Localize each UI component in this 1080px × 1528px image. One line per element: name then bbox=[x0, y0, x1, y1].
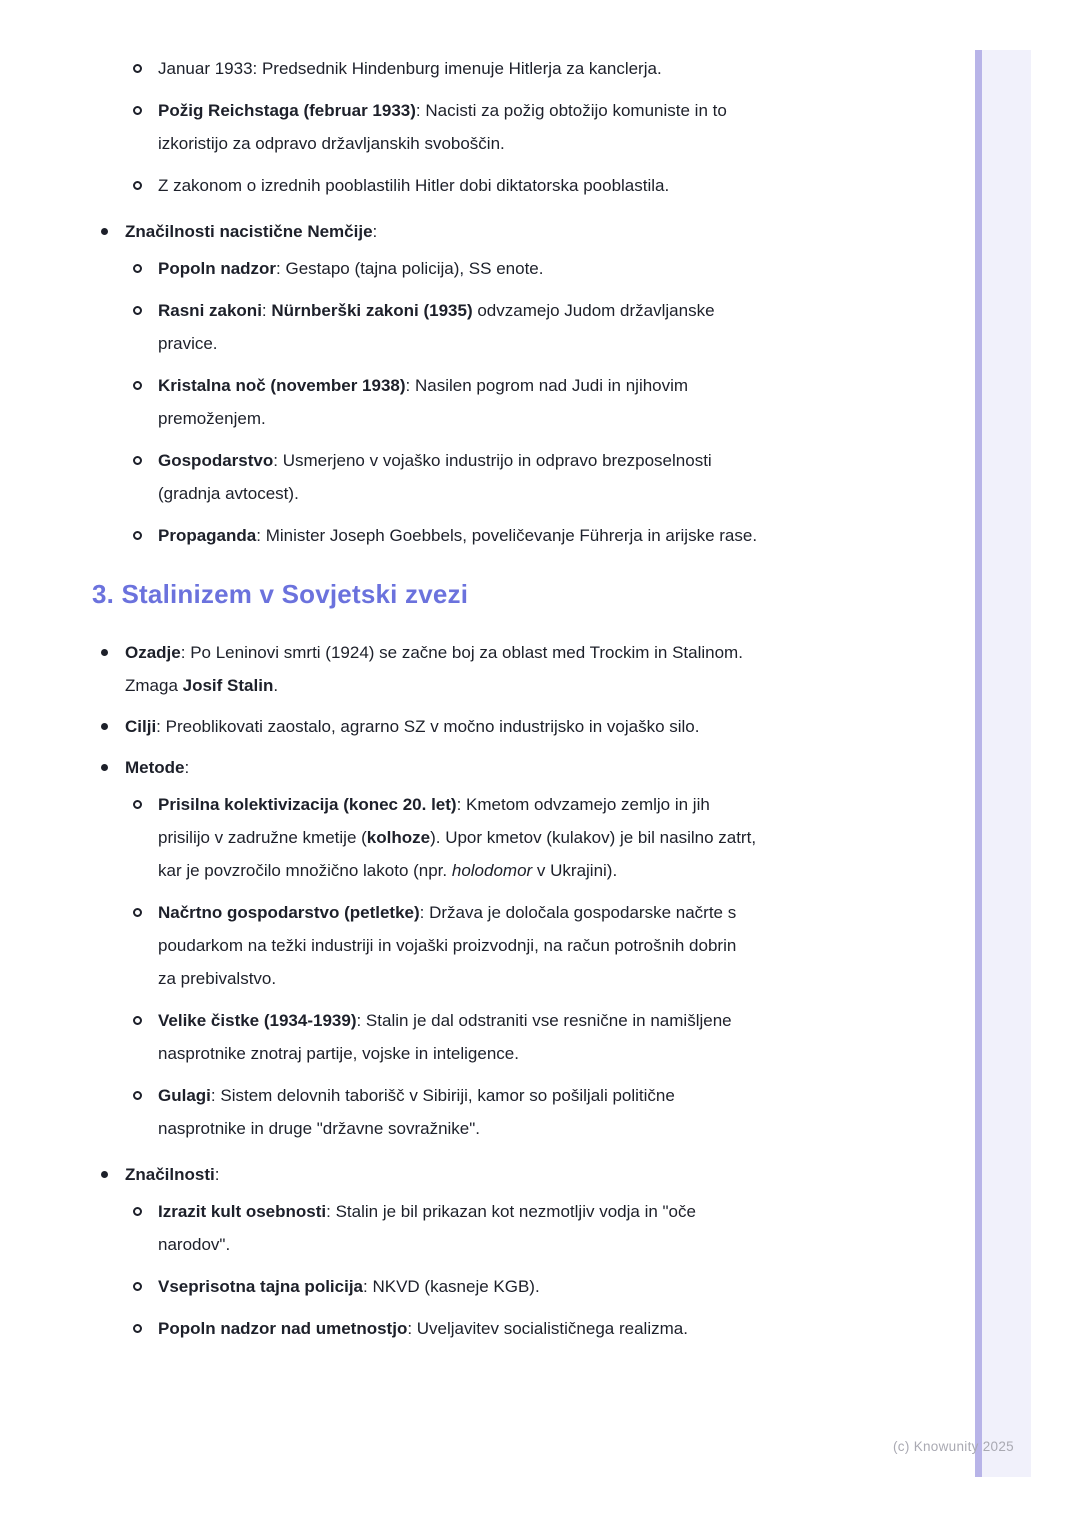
list-item bbox=[0, 94, 758, 160]
list-item-text: Značilnosti: bbox=[125, 1165, 220, 1184]
list-item-text: Metode: bbox=[125, 758, 190, 777]
list-item-text: Vseprisotna tajna policija: NKVD (kasneje KGB). bbox=[158, 1277, 540, 1296]
bullet-circle-icon bbox=[131, 519, 158, 552]
list-item bbox=[0, 52, 662, 85]
list-item-text: Gulagi: Sistem delovnih taborišč v Sibiriji, kamor so pošiljali politične nasprotnike in druge "državne sovražnike". bbox=[158, 1086, 675, 1138]
copyright-watermark: (c) Knowunity 2025 bbox=[893, 1439, 1014, 1454]
list-item bbox=[0, 896, 758, 995]
notes-content bbox=[0, 52, 980, 1354]
list-item-text: Rasni zakoni: Nürnberški zakoni (1935) odvzamejo Judom državljanske pravice. bbox=[158, 301, 715, 353]
list-item-text: Kristalna noč (november 1938): Nasilen pogrom nad Judi in njihovim premoženjem. bbox=[158, 376, 689, 428]
list-item bbox=[0, 710, 699, 743]
list-item-text: Gospodarstvo: Usmerjeno v vojaško industrijo in odpravo brezposelnosti (gradnja avtocest). bbox=[158, 451, 712, 503]
next-page-edge bbox=[982, 50, 1031, 1477]
list-item-text: Značilnosti nacistične Nemčije: bbox=[125, 222, 378, 241]
bullet-disc-icon bbox=[98, 636, 125, 702]
list-item bbox=[0, 369, 758, 435]
section-heading: 3. Stalinizem v Sovjetski zvezi bbox=[92, 579, 469, 609]
list-item bbox=[0, 169, 669, 202]
list-item bbox=[0, 1158, 219, 1191]
list-item bbox=[0, 215, 377, 248]
bullet-circle-icon bbox=[131, 1079, 158, 1145]
bullet-circle-icon bbox=[131, 444, 158, 510]
list-item-text: Izrazit kult osebnosti: Stalin je bil prikazan kot nezmotljiv vodja in "oče narodov". bbox=[158, 1202, 696, 1254]
list-item bbox=[0, 294, 758, 360]
bullet-circle-icon bbox=[131, 252, 158, 285]
bullet-disc-icon bbox=[98, 751, 125, 784]
bullet-circle-icon bbox=[131, 1312, 158, 1345]
list-item bbox=[0, 1195, 758, 1261]
list-item-text: Popoln nadzor nad umetnostjo: Uveljavitev socialističnega realizma. bbox=[158, 1319, 688, 1338]
list-item-text: Januar 1933: Predsednik Hindenburg imenuje Hitlerja za kanclerja. bbox=[158, 59, 662, 78]
list-item bbox=[0, 1004, 758, 1070]
list-item bbox=[0, 1312, 688, 1345]
bullet-circle-icon bbox=[131, 1004, 158, 1070]
list-item-text: Požig Reichstaga (februar 1933): Nacisti za požig obtožijo komuniste in to izkoristijo za odpravo državljanskih svoboščin. bbox=[158, 101, 727, 153]
list-item-text: Prisilna kolektivizacija (konec 20. let): Kmetom odvzamejo zemljo in jih prisilijo v zadružne kmetije (kolhoze). Upor kmetov (kulakov) je bil nasilno zatrt, kar je povzročilo množično lakoto (npr. holodomor v Ukrajini). bbox=[158, 795, 757, 880]
list-item-text: Načrtno gospodarstvo (petletke): Država je določala gospodarske načrte s poudarkom na težki industriji in vojaški proizvodnji, na račun potrošnih dobrin za prebivalstvo. bbox=[158, 903, 737, 988]
list-item-text: Velike čistke (1934-1939): Stalin je dal odstraniti vse resnične in namišljene nasprotnike znotraj partije, vojske in inteligence. bbox=[158, 1011, 732, 1063]
list-item-text: Cilji: Preoblikovati zaostalo, agrarno SZ v močno industrijsko in vojaško silo. bbox=[125, 717, 700, 736]
list-item bbox=[0, 1079, 758, 1145]
bullet-circle-icon bbox=[131, 294, 158, 360]
list-item-text: Popoln nadzor: Gestapo (tajna policija), SS enote. bbox=[158, 259, 544, 278]
list-item bbox=[0, 751, 189, 784]
list-item bbox=[0, 519, 757, 552]
bullet-disc-icon bbox=[98, 1158, 125, 1191]
bullet-circle-icon bbox=[131, 369, 158, 435]
bullet-circle-icon bbox=[131, 1270, 158, 1303]
bullet-disc-icon bbox=[98, 710, 125, 743]
list-item bbox=[0, 788, 758, 887]
bullet-disc-icon bbox=[98, 215, 125, 248]
bullet-circle-icon bbox=[131, 169, 158, 202]
list-item bbox=[0, 636, 765, 702]
list-item bbox=[0, 444, 758, 510]
list-item bbox=[0, 1270, 540, 1303]
bullet-circle-icon bbox=[131, 52, 158, 85]
bullet-circle-icon bbox=[131, 1195, 158, 1261]
list-item-text: Propaganda: Minister Joseph Goebbels, poveličevanje Führerja in arijske rase. bbox=[158, 526, 758, 545]
list-item-text: Z zakonom o izrednih pooblastilih Hitler dobi diktatorska pooblastila. bbox=[158, 176, 670, 195]
bullet-circle-icon bbox=[131, 94, 158, 160]
list-item-text: Ozadje: Po Leninovi smrti (1924) se začne boj za oblast med Trockim in Stalinom. Zmaga Josif Stalin. bbox=[125, 643, 743, 695]
list-item bbox=[0, 252, 543, 285]
bullet-circle-icon bbox=[131, 788, 158, 887]
bullet-circle-icon bbox=[131, 896, 158, 995]
